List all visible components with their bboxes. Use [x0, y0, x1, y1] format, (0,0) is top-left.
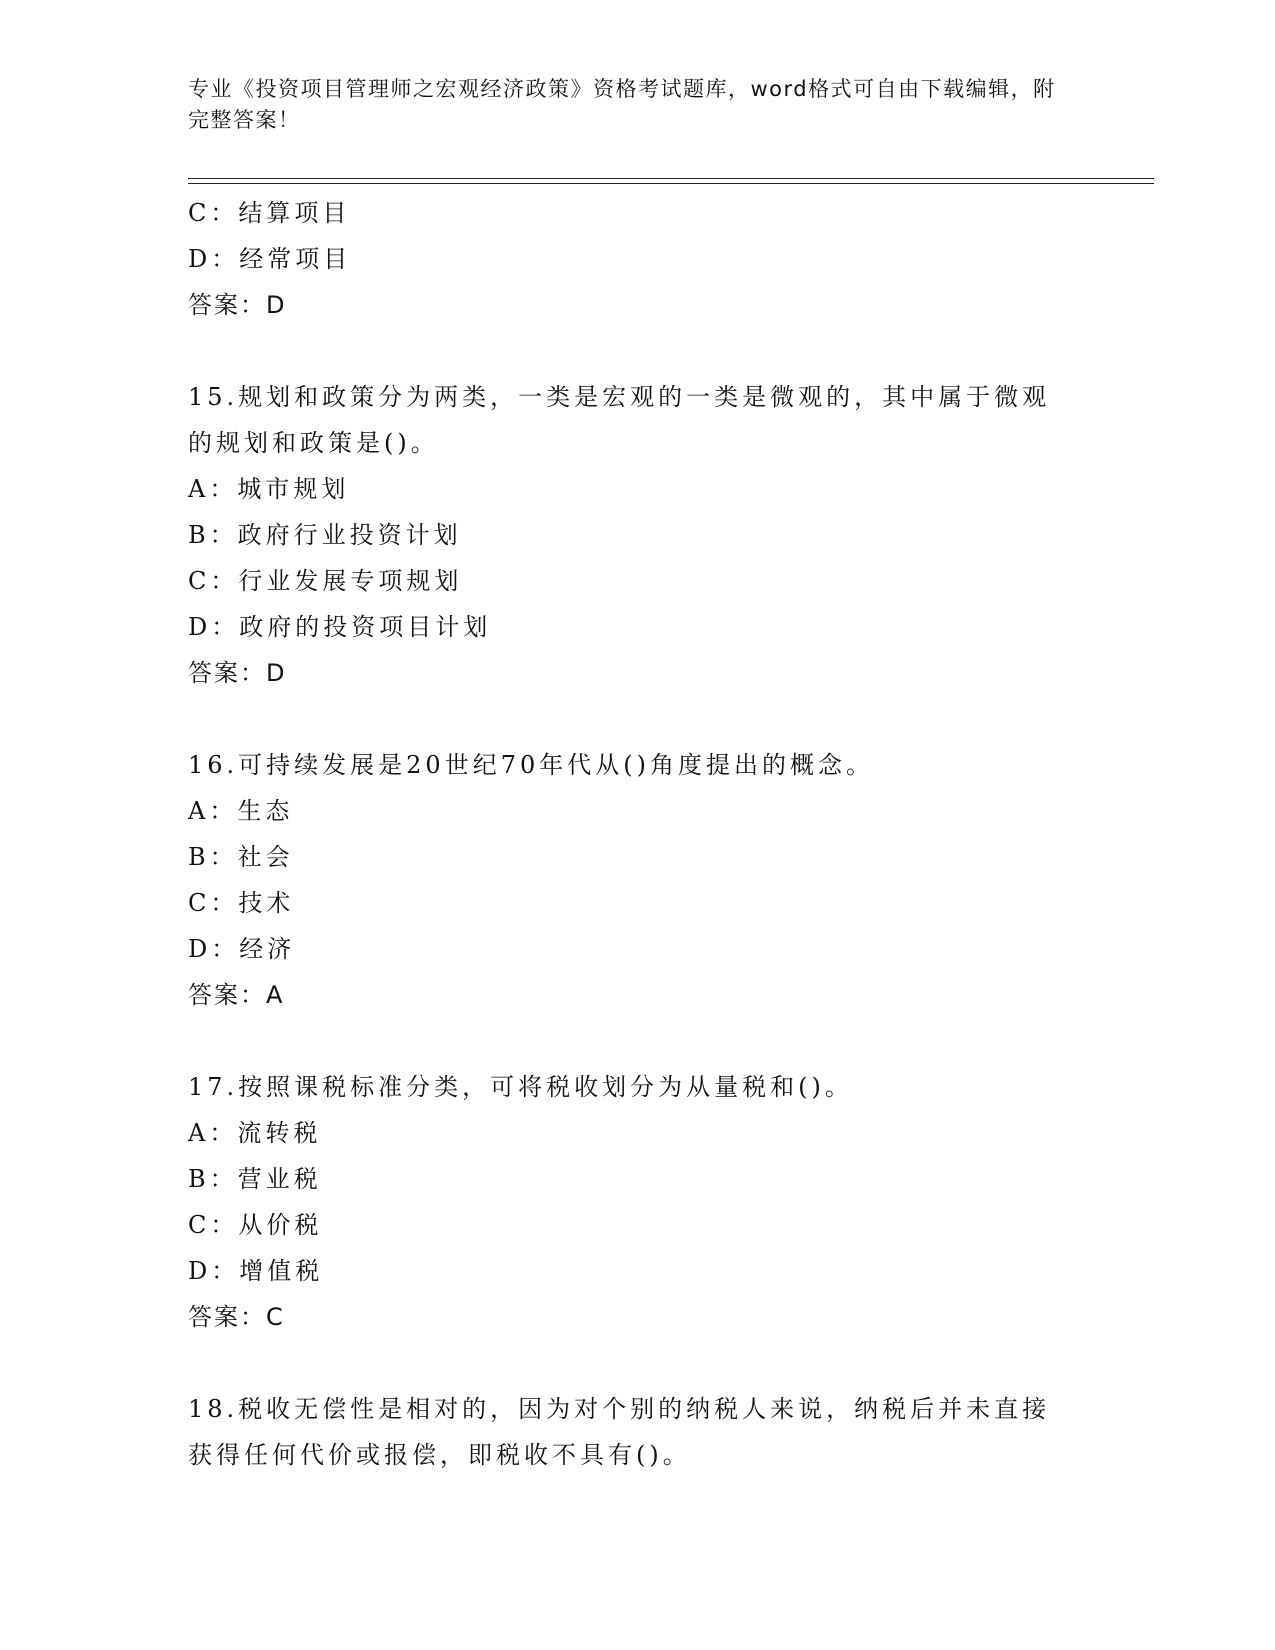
- option-d: D：经常项目: [188, 245, 352, 273]
- question-text-line-1: 16.可持续发展是20世纪70年代从()角度提出的概念。: [188, 751, 874, 779]
- question-text-line-1: 17.按照课税标准分类，可将税收划分为从量税和()。: [188, 1073, 853, 1101]
- header-divider-bottom: [188, 183, 1154, 184]
- option-b: B：社会: [188, 843, 294, 871]
- question-text-line-1: 15.规划和政策分为两类，一类是宏观的一类是微观的，其中属于微观: [188, 383, 1051, 411]
- spacer: [188, 1018, 1088, 1064]
- option-c: C：结算项目: [188, 199, 351, 227]
- option-d: D：经济: [188, 935, 296, 963]
- header-divider-top: [188, 178, 1154, 179]
- option-a: A：流转税: [188, 1119, 322, 1147]
- option-c: C：从价税: [188, 1211, 323, 1239]
- document-header: 专业《投资项目管理师之宏观经济政策》资格考试题库，word格式可自由下载编辑，附完整答案！: [188, 77, 1056, 132]
- option-b: B：营业税: [188, 1165, 322, 1193]
- question-text-line-2: 的规划和政策是()。: [188, 429, 439, 457]
- question-14-tail: [188, 190, 1088, 328]
- question-text-line-2: 获得任何代价或报偿，即税收不具有()。: [188, 1441, 691, 1469]
- question-16: [188, 742, 1088, 1018]
- spacer: [188, 328, 1088, 374]
- option-b: B：政府行业投资计划: [188, 521, 462, 549]
- spacer: [188, 696, 1088, 742]
- spacer: [188, 1340, 1088, 1386]
- answer-line: 答案：D: [188, 659, 287, 687]
- option-d: D：增值税: [188, 1257, 324, 1285]
- answer-line: 答案：C: [188, 1303, 285, 1331]
- option-a: A：城市规划: [188, 475, 350, 503]
- question-17: [188, 1064, 1088, 1340]
- option-d: D：政府的投资项目计划: [188, 613, 492, 641]
- question-18: [188, 1386, 1088, 1478]
- option-c: C：技术: [188, 889, 295, 917]
- answer-line: 答案：A: [188, 981, 285, 1009]
- question-list: [188, 190, 1088, 1478]
- question-15: [188, 374, 1088, 696]
- option-c: C：行业发展专项规划: [188, 567, 463, 595]
- answer-line: 答案：D: [188, 291, 287, 319]
- option-a: A：生态: [188, 797, 294, 825]
- question-text-line-1: 18.税收无偿性是相对的，因为对个别的纳税人来说，纳税后并未直接: [188, 1395, 1051, 1423]
